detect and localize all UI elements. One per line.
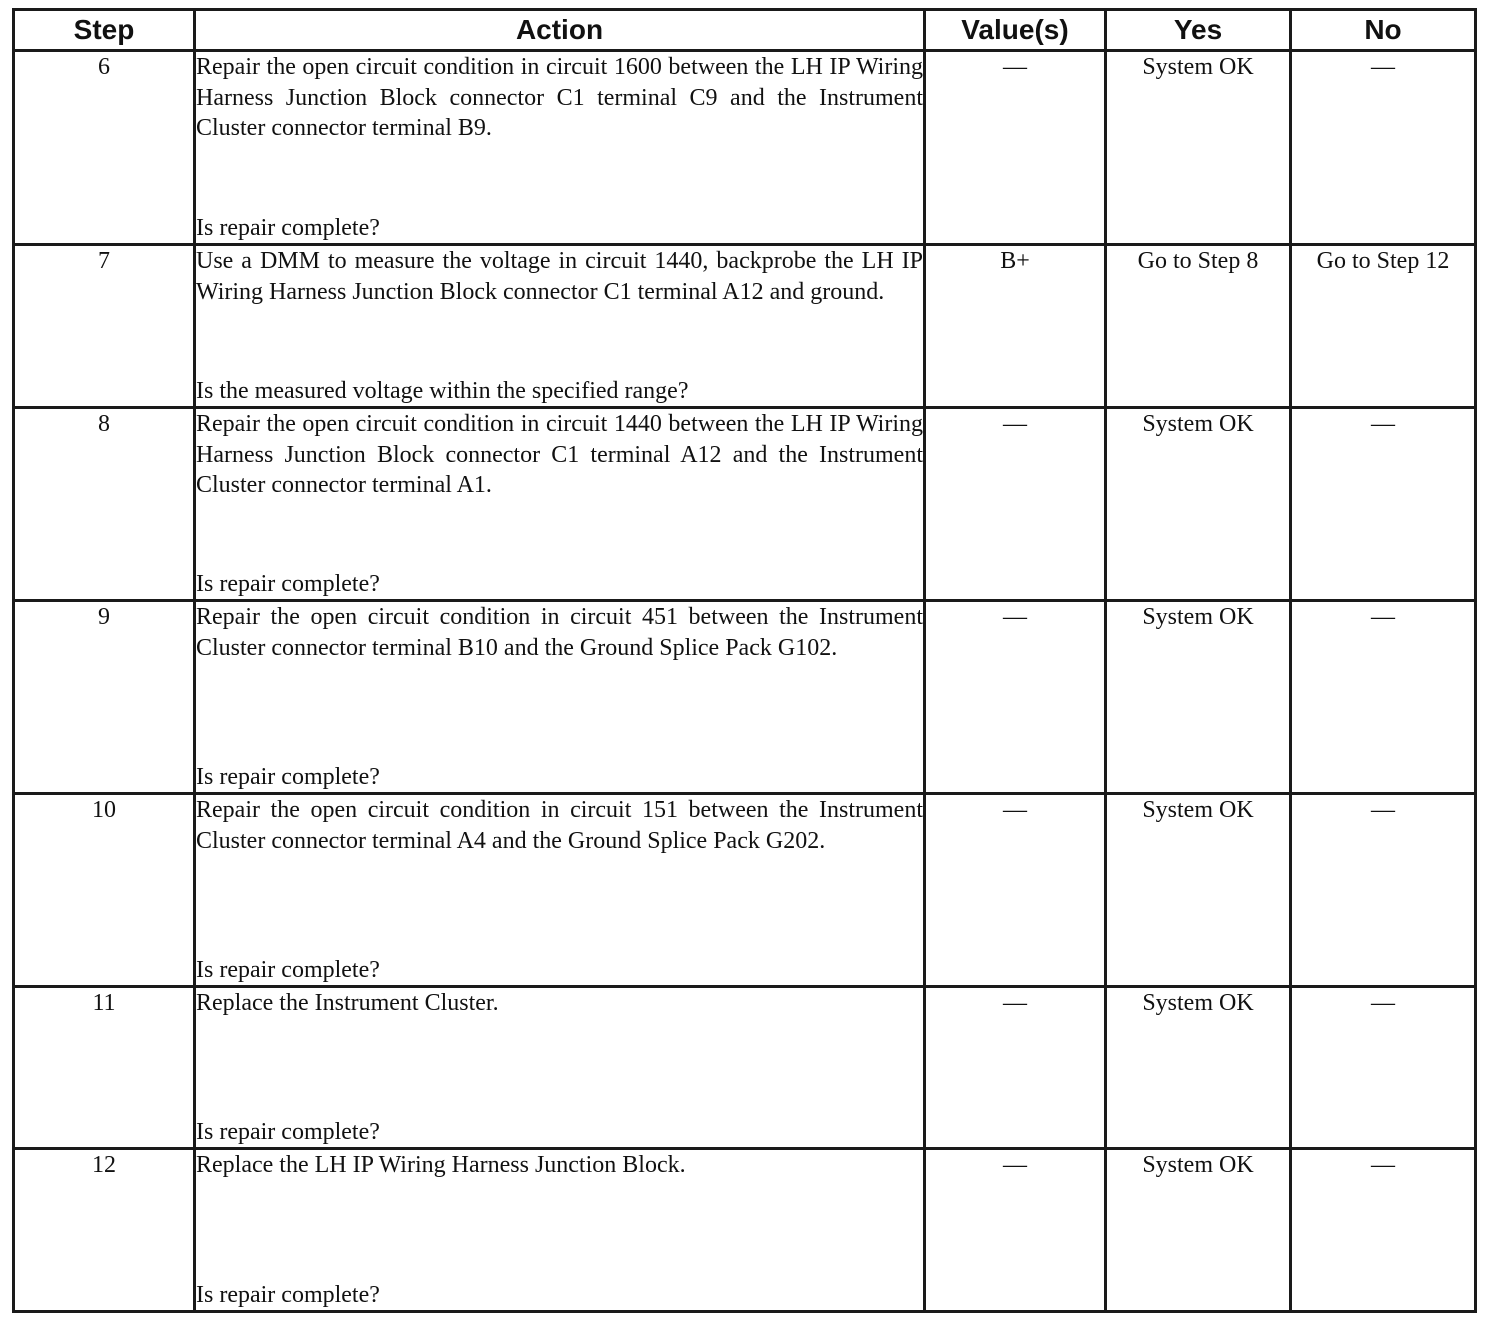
header-row <box>14 10 1476 51</box>
yes-cell: System OK <box>1106 987 1291 1149</box>
no-cell: Go to Step 12 <box>1291 245 1476 408</box>
value-cell: — <box>925 601 1106 794</box>
action-cell <box>195 408 925 601</box>
yes-cell: Go to Step 8 <box>1106 245 1291 408</box>
table-row <box>14 245 1476 408</box>
no-cell: — <box>1291 987 1476 1149</box>
action-cell <box>195 987 925 1149</box>
action-text: Repair the open circuit condition in circuit 451 between the Instrument Cluster connector terminal B10 and the Ground Splice Pack G102. <box>196 604 923 661</box>
table-row <box>14 408 1476 601</box>
action-question: Is repair complete? <box>196 1118 380 1145</box>
step-number: 6 <box>14 51 195 245</box>
step-number: 8 <box>14 408 195 601</box>
action-cell <box>195 794 925 987</box>
header-step: Step <box>14 10 195 51</box>
action-question: Is repair complete? <box>196 570 380 597</box>
value-cell: — <box>925 987 1106 1149</box>
no-cell: — <box>1291 1149 1476 1312</box>
step-number: 9 <box>14 601 195 794</box>
value-cell: — <box>925 1149 1106 1312</box>
table-row <box>14 51 1476 245</box>
yes-cell: System OK <box>1106 601 1291 794</box>
yes-cell: System OK <box>1106 51 1291 245</box>
header-values: Value(s) <box>925 10 1106 51</box>
step-number: 12 <box>14 1149 195 1312</box>
table-row <box>14 601 1476 794</box>
value-cell: — <box>925 794 1106 987</box>
action-text: Repair the open circuit condition in circuit 1440 between the LH IP Wiring Harness Junction Block connector C1 terminal A12 and the Instrument Cluster connector terminal A1. <box>196 411 923 498</box>
no-cell: — <box>1291 794 1476 987</box>
table-row <box>14 1149 1476 1312</box>
action-text: Replace the Instrument Cluster. <box>196 990 499 1016</box>
action-question: Is repair complete? <box>196 956 380 983</box>
step-number: 10 <box>14 794 195 987</box>
value-cell: — <box>925 408 1106 601</box>
value-cell: B+ <box>925 245 1106 408</box>
step-number: 11 <box>14 987 195 1149</box>
header-yes: Yes <box>1106 10 1291 51</box>
action-text: Repair the open circuit condition in circuit 151 between the Instrument Cluster connector terminal A4 and the Ground Splice Pack G202. <box>196 797 923 854</box>
action-cell <box>195 245 925 408</box>
no-cell: — <box>1291 601 1476 794</box>
action-question: Is repair complete? <box>196 1281 380 1308</box>
action-text: Replace the LH IP Wiring Harness Junction Block. <box>196 1152 686 1178</box>
diagnostic-table <box>12 8 1477 1313</box>
table-row <box>14 794 1476 987</box>
action-cell <box>195 601 925 794</box>
action-text: Use a DMM to measure the voltage in circuit 1440, backprobe the LH IP Wiring Harness Junction Block connector C1 terminal A12 and ground. <box>196 248 923 305</box>
action-question: Is the measured voltage within the specified range? <box>196 377 689 404</box>
action-question: Is repair complete? <box>196 763 380 790</box>
action-question: Is repair complete? <box>196 214 380 241</box>
value-cell: — <box>925 51 1106 245</box>
header-no: No <box>1291 10 1476 51</box>
yes-cell: System OK <box>1106 794 1291 987</box>
step-number: 7 <box>14 245 195 408</box>
no-cell: — <box>1291 51 1476 245</box>
header-action: Action <box>195 10 925 51</box>
yes-cell: System OK <box>1106 408 1291 601</box>
action-cell <box>195 1149 925 1312</box>
yes-cell: System OK <box>1106 1149 1291 1312</box>
action-cell <box>195 51 925 245</box>
table-row <box>14 987 1476 1149</box>
no-cell: — <box>1291 408 1476 601</box>
action-text: Repair the open circuit condition in circuit 1600 between the LH IP Wiring Harness Junction Block connector C1 terminal C9 and the Instrument Cluster connector terminal B9. <box>196 54 923 141</box>
